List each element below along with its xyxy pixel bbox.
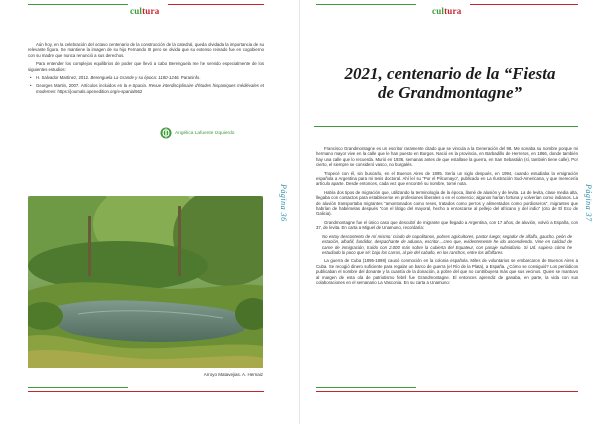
article-title (320, 64, 580, 102)
right-paragraph: Grandmontagne fue el único caso que descubrí de migrante que llegado a Argentina, con 17 años, de aluvión, volvió a España, con 37, de levita. En carta a Miguel de Unamuno, recordaría: (316, 219, 578, 231)
left-paragraph: Para entender los complejos equilibrios de poder que llevó a cabo Berenguela me he servido especialmente de los siguientes estudios: (28, 61, 264, 72)
title-line: 2021, centenario de la “Fiesta (344, 64, 556, 83)
header-rule-red-right (470, 4, 578, 5)
right-paragraph: La guerra de Cuba (1895-1898) causó conmoción en la colonia española. Miles de voluntarios se embarcaron de Buenos Aires a Cuba. Se recogió dinero suficiente para regalar un barco de guerra (el Río de la Plata), a España. ¿Cómo se consiguió? Los periódicos publicaban el nombre del donante y la cuantía de la donación, a pobre del que no contribuyera más que sus vecinos. Quien se mantuvo al margen de esta ola de patriotismo febril fue Grandmontagne. El entonces aprendiz de ganaba, en parte, la vida con sus colaboraciones en el semanario La Vasconia. En su carta a Unamuno: (316, 258, 578, 285)
author-signature (160, 127, 234, 139)
right-paragraph: Francisco Grandmontagne es un escritor raramente citado que se vincula a la Generación del 98. Me sonaba su nombre porque mi hermano mayor vive en la calle que le han puesto en Burgos. Nació en la provincia, en Barbadillo de Herreros, en 1866, donde también hay una calle que lo recuerda. Murió en 1936, semanas antes de que estallase la guerra, en San Sebastián (sí, también tiene calle). Por cierto, el siempre se consideró vasco, no burgalés. (316, 146, 578, 168)
page-number-left: Página 36 (279, 184, 288, 222)
right-paragraph: Tropecé con él, sin buscarlo, en el Buenos Aires de 1895. Sería un siglo después, en 1994, cuando estudiaba la emigración española a Argentina para mi tesis doctoral. Ahí leí su “Por el Pilcomayo”, publicado en La Ilustración Sud-Americana, y que merecería artículo aparte. Desde entonces, cada vez que encontré su nombre, tomé nota. (316, 170, 578, 187)
magazine-logo: cultura (130, 6, 160, 16)
title-rule (314, 126, 578, 127)
photo-caption: Arroyo Matavejias. A. Hernaiz (203, 372, 263, 377)
header-rule-green-left (28, 4, 128, 5)
author-name: Angélica Lafuente Izquierdo (175, 130, 235, 136)
right-article-body (316, 146, 578, 288)
title-line: de Grandmontagne” (377, 83, 523, 102)
footer-rule-red-right (316, 391, 578, 392)
left-article-body (28, 42, 264, 97)
reference-item: • Georges Martin, 2007. Artículos incluidos en la e-Spania. Revue interdisciplinaire d'études hispaniques médiévales et modernes: https://journals.openedition.org/e-spania/562 (28, 83, 264, 94)
author-logo-icon (160, 127, 172, 139)
reference-item: • H. Salvador Martinez, 2012. Berenguela La Grande y su época: 1180-1246. Paraninfo. (28, 75, 264, 80)
block-quote: No estoy descontento de mí mismo: criado de napolitanos, pobres agricultores, pastor luego; segador de alfalfa, gaucho, peón de estación, albañil, fundidor, despachante de aduana, escritor....creo que, evidentemente he ido ascendiendo. Vine en calidad de carne de inmigración, traído con 2.000 más sobre la cubierta del Equateur, con pasaje subsidiario. Si Ud. supiera cómo he estudiado lo poco que sé: bajo los carros, al pie del caballo, en los ranchos, entre los alfalfares. (322, 233, 572, 255)
left-paragraph: Aún hoy, en la celebración del octavo centenario de la construcción de la catedral, queda olvidada la importancia de su relevante figura. Se mantiene la imagen de su hijo Fernando III pero se olvida que su extenso reinado fue en cogobierno con su madre que nunca renunció a sus derechos. (28, 42, 264, 58)
magazine-logo: cultura (432, 6, 462, 16)
header-rule-green-left (316, 4, 416, 5)
landscape-photo (28, 196, 263, 368)
footer-rule-green-left (28, 387, 128, 388)
right-paragraph: Había dos tipos de migración que, utilizando la terminología de la época, llamé de alusión y de levita. La de levita, clase media alta, llegaba con contactos para establecerse en profesiones liberales o en el comercio; algunos harían fortuna y volverían como indianos. La de aluvión transportaba migrantes “amontonados como reses, tratados como perros y alimentados como pordioseros”, migrantes que habrían de habérselas después “con el látigo del mayoral, hecho a enroscarse al pellejo del africano y del indio” (cito de El Eco de Galicia). (316, 189, 578, 217)
page-number-right: Página 37 (584, 184, 593, 222)
footer-rule-green-right (316, 387, 416, 388)
header-rule-red-right (168, 4, 264, 5)
footer-rule-red (28, 391, 264, 392)
